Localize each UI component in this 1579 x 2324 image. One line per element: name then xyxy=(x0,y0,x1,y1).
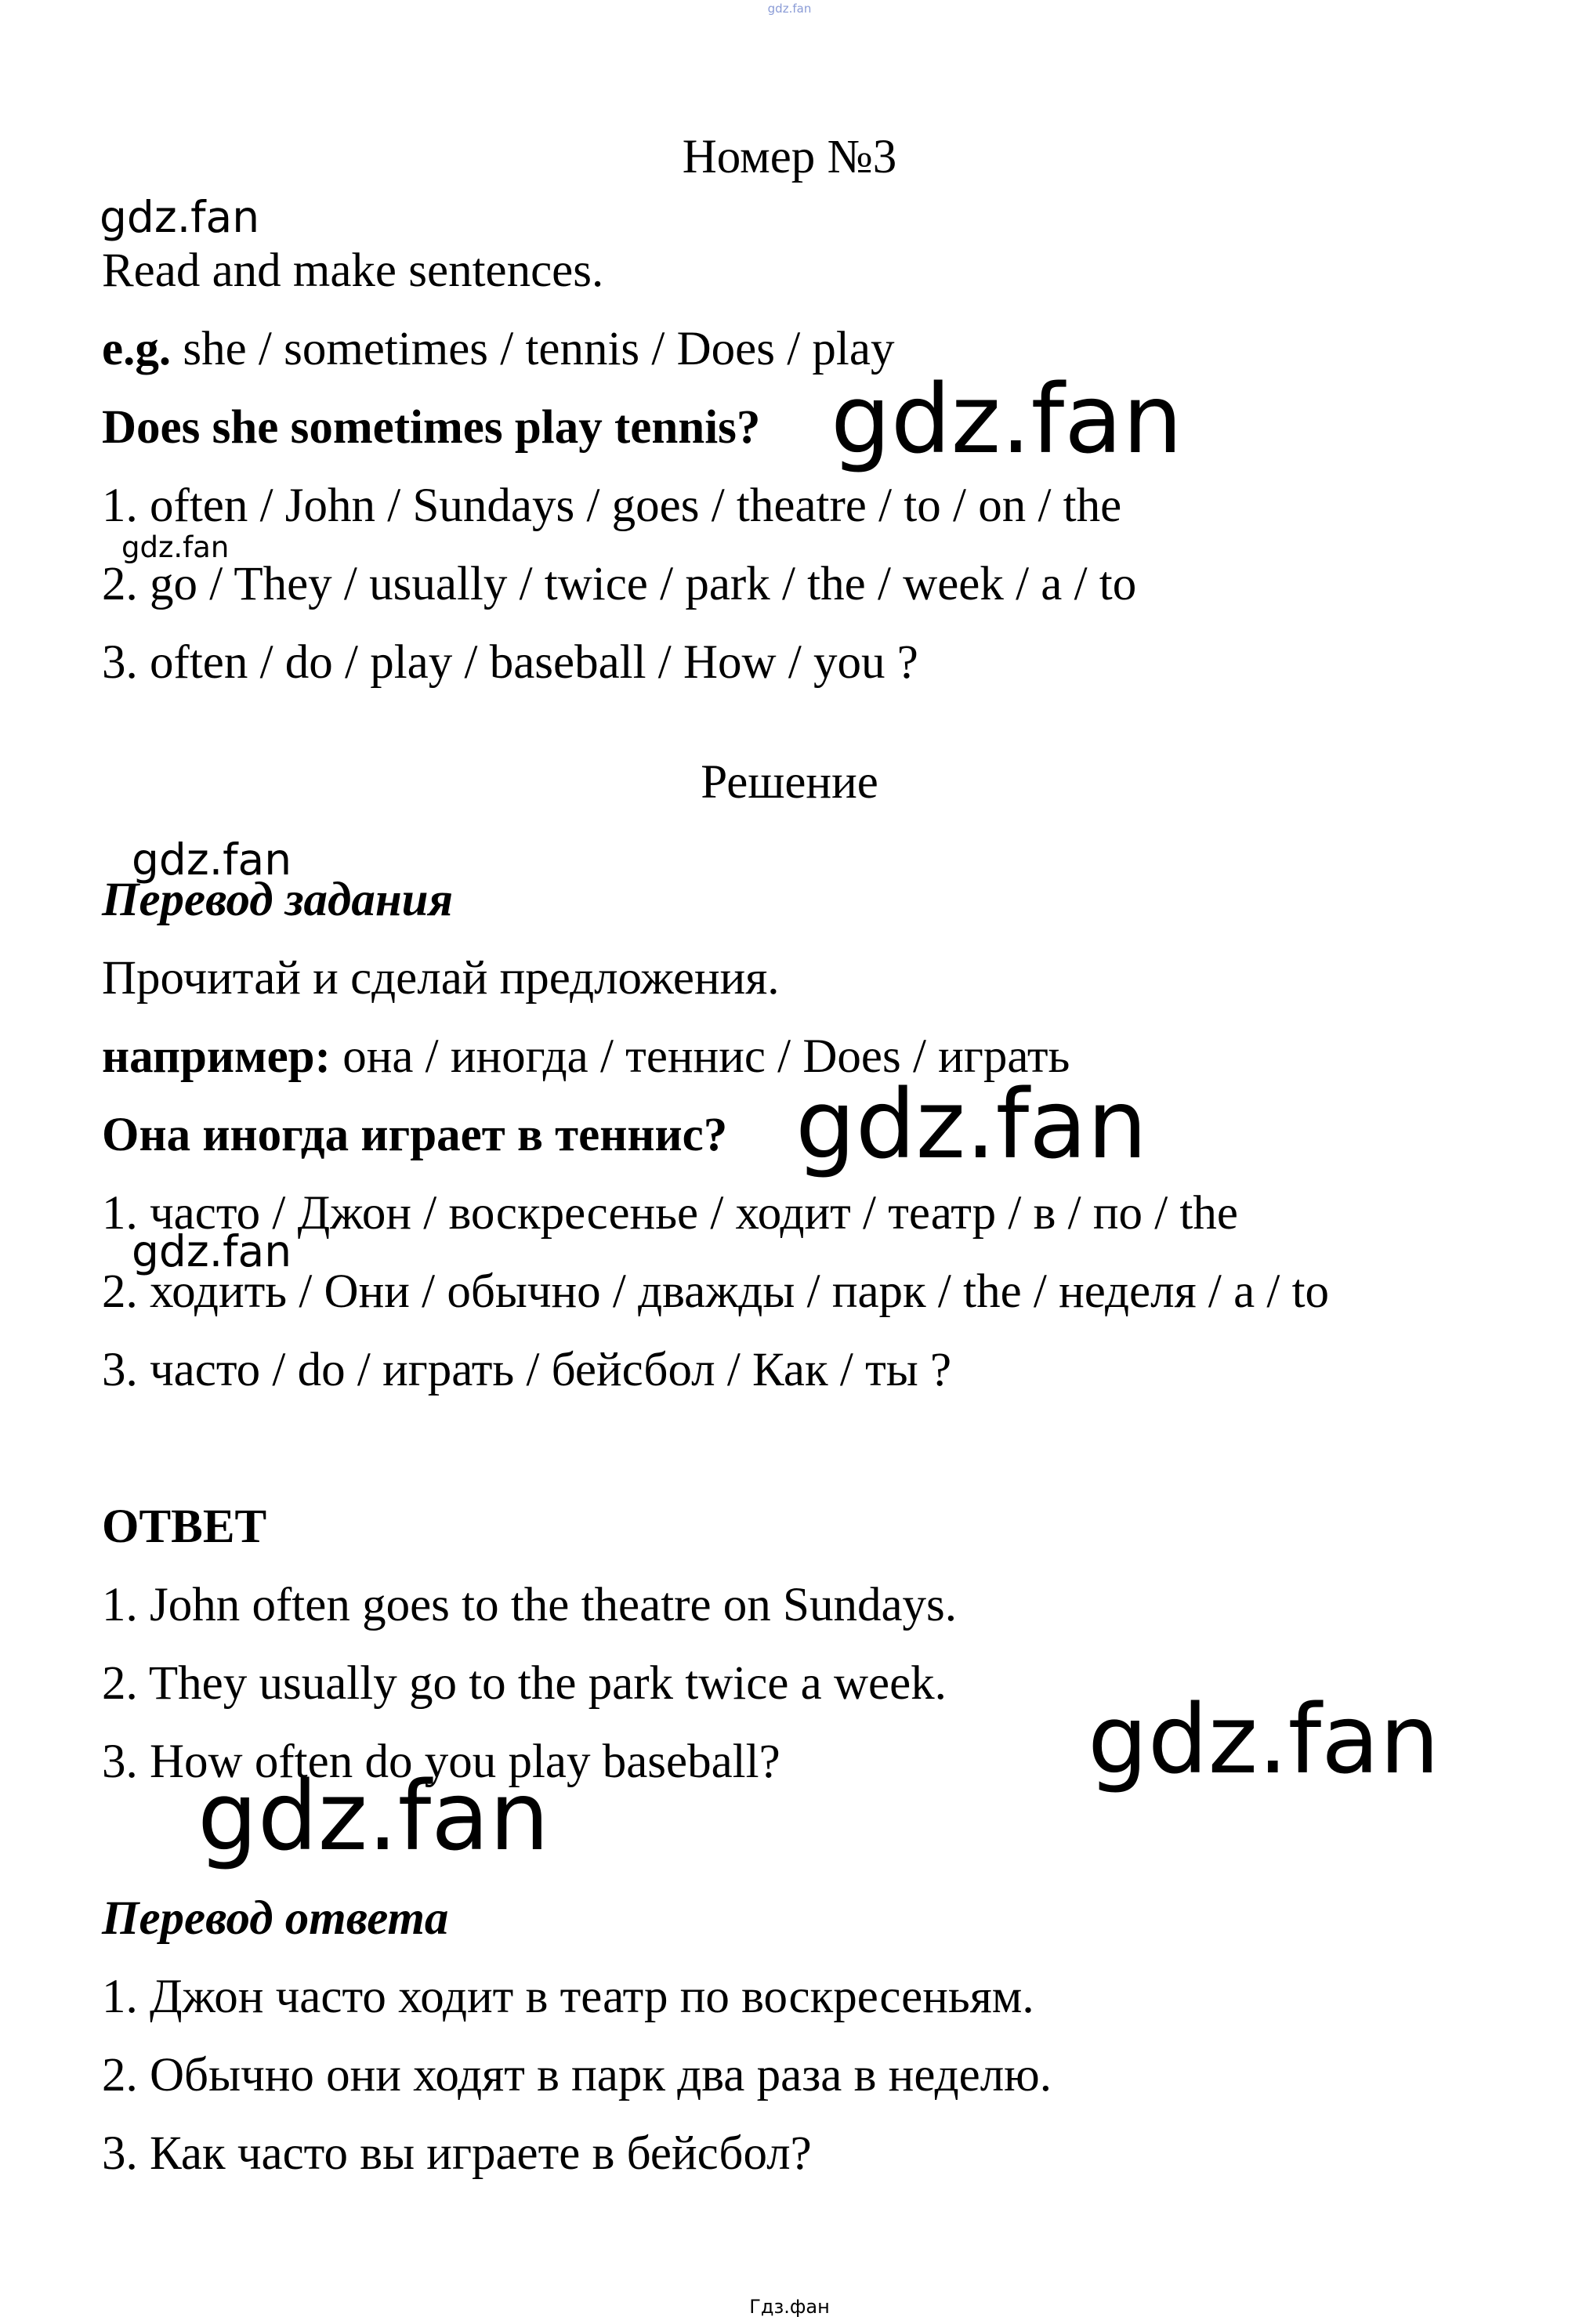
example-answer: Does she sometimes play tennis? xyxy=(102,401,761,454)
translation-heading: Перевод задания xyxy=(102,874,454,926)
watermark: gdz.fan xyxy=(132,1226,292,1276)
watermark: gdz.fan xyxy=(197,1761,550,1872)
answer-translation-2: 2. Обычно они ходят в парк два раза в неделю. xyxy=(102,2049,1052,2101)
watermark: gdz.fan xyxy=(1088,1685,1440,1795)
answer-translation-1: 1. Джон часто ходит в театр по воскресеньям. xyxy=(102,1971,1034,2023)
solution-example-words: она / иногда / теннис / Does / играть xyxy=(330,1030,1070,1083)
solution-example-answer: Она иногда играет в теннис? xyxy=(102,1109,728,1161)
task-item-2: 2. go / They / usually / twice / park / the / week / a / to xyxy=(102,558,1137,610)
answer-translation-heading: Перевод ответа xyxy=(102,1892,449,1945)
solution-item-1: 1. часто / Джон / воскресенье / ходит / театр / в / по / the xyxy=(102,1187,1238,1240)
answer-item-3: 3. How often do you play baseball? xyxy=(102,1736,780,1788)
task-item-3: 3. often / do / play / baseball / How / you ? xyxy=(102,636,918,689)
solution-heading: Решение xyxy=(701,756,878,809)
answer-item-2: 2. They usually go to the park twice a week. xyxy=(102,1657,947,1710)
watermark: gdz.fan xyxy=(121,530,230,564)
example-prefix: e.g. xyxy=(102,323,172,375)
task-instruction: Read and make sentences. xyxy=(102,244,604,297)
answer-translation-3: 3. Как часто вы играете в бейсбол? xyxy=(102,2127,812,2180)
watermark: gdz.fan xyxy=(132,834,292,885)
solution-item-3: 3. часто / do / играть / бейсбол / Как / ты ? xyxy=(102,1344,952,1396)
solution-instruction: Прочитай и сделай предложения. xyxy=(102,952,780,1005)
answer-item-1: 1. John often goes to the theatre on Sundays. xyxy=(102,1579,958,1631)
answer-heading: ОТВЕТ xyxy=(102,1500,267,1553)
footer-text: Гдз.фан xyxy=(749,2296,830,2318)
solution-example-prefix: например: xyxy=(102,1030,331,1083)
top-watermark: gdz.fan xyxy=(767,2,812,16)
page-title: Номер №3 xyxy=(682,131,897,183)
watermark: gdz.fan xyxy=(795,1070,1148,1180)
watermark: gdz.fan xyxy=(831,364,1183,475)
task-item-1: 1. often / John / Sundays / goes / theatre / to / on / the xyxy=(102,480,1122,532)
example-words: she / sometimes / tennis / Does / play xyxy=(171,323,895,375)
task-example xyxy=(102,325,894,373)
watermark: gdz.fan xyxy=(100,192,260,242)
solution-item-2: 2. ходить / Они / обычно / дважды / парк / the / неделя / a / to xyxy=(102,1265,1330,1318)
